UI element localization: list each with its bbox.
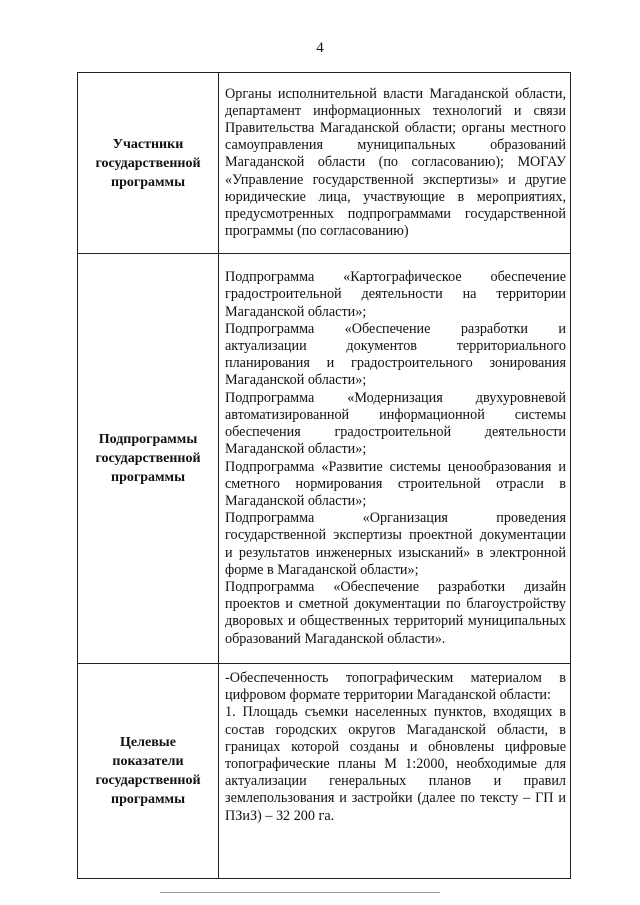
label-line: государственной [95,451,201,466]
label-line: показатели [112,754,184,769]
paragraph: Органы исполнительной власти Магаданской области, департамент информационных технологий и связи Правительства Магаданской области; органы местного самоуправления муниципальных образований Магаданской области (по согласованию); МОГАУ «Управление государственной экспертизы» и другие юридические лица, участвующие в мероприятиях, предусмотренных подпрограммами государственной программы (по согласованию) [225,85,566,240]
paragraph: 1. Площадь съемки населенных пунктов, входящих в состав городских округов Магаданской области, в границах которой созданы и обновлены цифровые топографические планы М 1:2000, необходимые для актуализации генеральных планов и правил землепользования и застройки (далее по тексту – ГП и ПЗиЗ) – 32 200 га. [225,704,566,824]
label-line: программы [111,174,185,190]
paragraph: Подпрограмма «Обеспечение разработки дизайн проектов и сметной документации по благоустройству дворовых и общественных территорий муниципальных образований Магаданской области». [225,578,566,647]
row-content-subprograms [219,254,571,664]
paragraph: -Обеспеченность топографическим материалом в цифровом формате территории Магаданской области: [225,670,566,704]
paragraph: Подпрограмма «Модернизация двухуровневой автоматизированной информационной системы обеспечения градостроительной деятельности Магаданской области»; [225,389,566,458]
label-line: государственной [95,155,201,171]
row-label-participants [78,73,219,254]
label-line: Участники [112,136,184,152]
page-number: 4 [316,40,324,56]
row-label-subprograms [78,254,219,664]
label-line: программы [111,792,185,807]
label-line: Целевые [120,735,176,750]
paragraph: Подпрограмма «Обеспечение разработки и актуализации документов территориального планирования и градостроительного зонирования Магаданской области»; [225,320,566,389]
paragraph: Подпрограмма «Картографическое обеспечение градостроительной деятельности на территории Магаданской области»; [225,269,566,320]
row-content-target-indicators [219,664,571,879]
label-line: Подпрограммы [98,432,198,447]
paragraph: Подпрограмма «Организация проведения государственной экспертизы проектной документации и результатов инженерных изысканий» в электронной форме в Магаданской области»; [225,510,566,578]
table-row-subprograms [78,254,571,664]
label-line: программы [111,470,185,485]
row-content-participants [219,73,571,254]
label-line: государственной [95,773,201,788]
paragraph: Подпрограмма «Развитие системы ценообразования и сметного нормирования строительной отрасли в Магаданской области»; [225,458,566,509]
table-row-target-indicators [78,664,571,879]
table-row-participants [78,73,571,254]
bottom-divider [160,892,440,893]
row-label-target-indicators [78,664,219,879]
program-passport-table [77,72,571,879]
